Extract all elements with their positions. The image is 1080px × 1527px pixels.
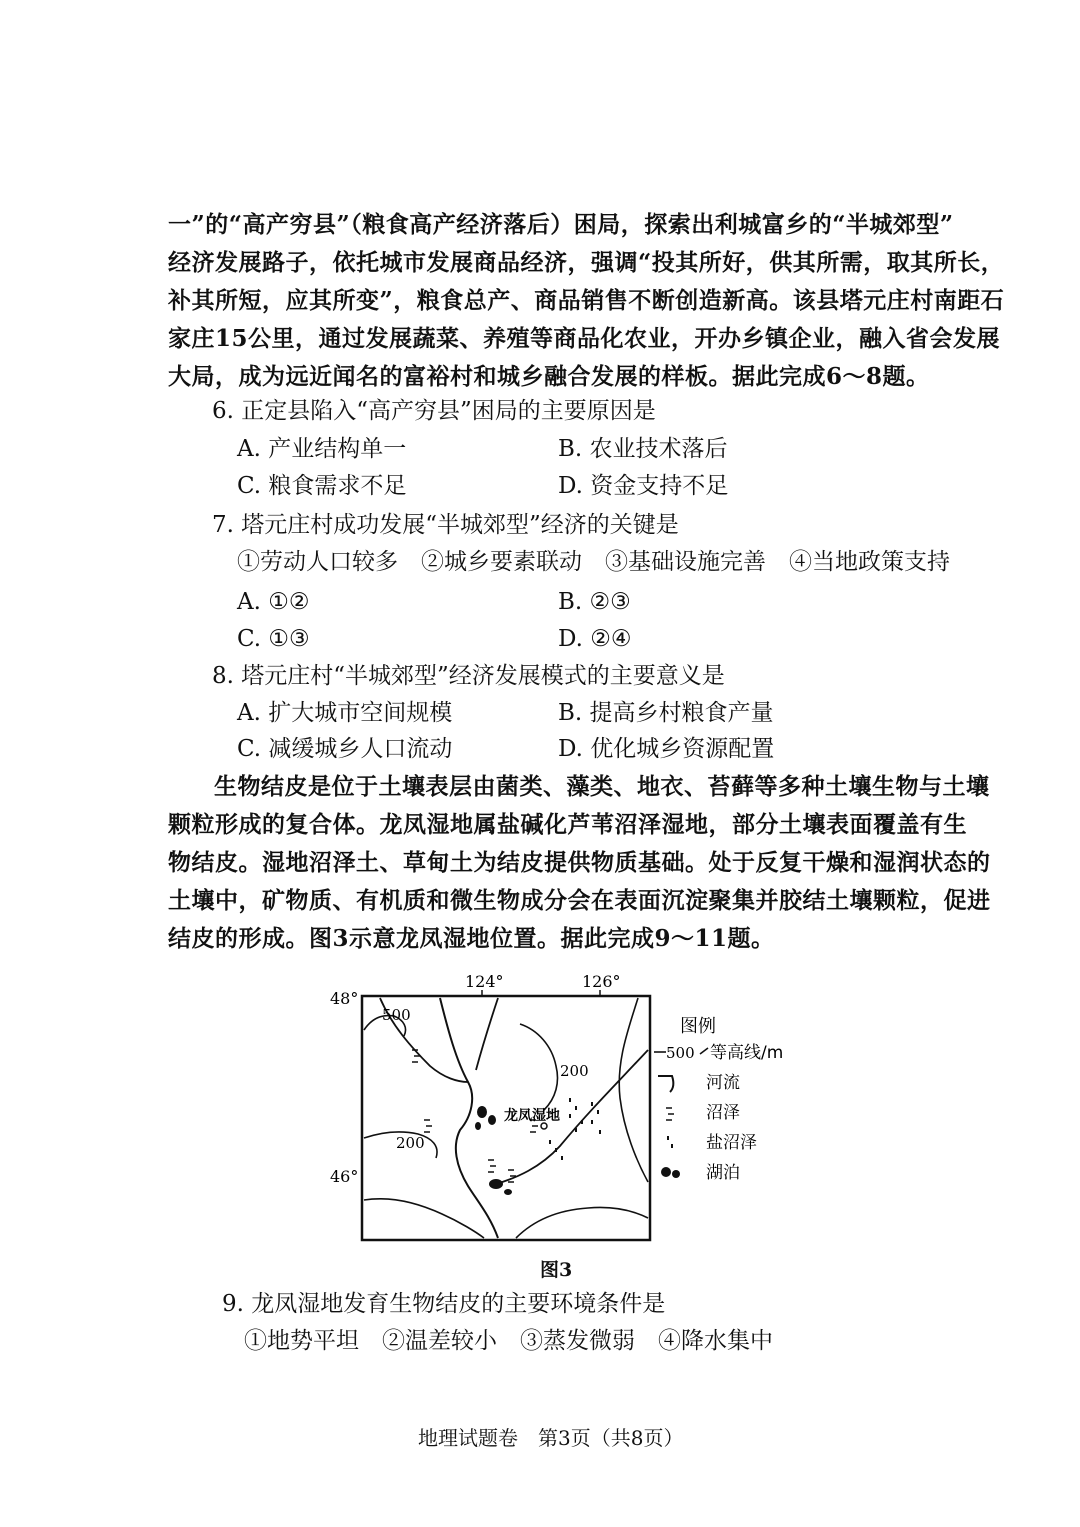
legend-marsh-symbol — [666, 1108, 674, 1120]
legend-river-label: 河流 — [706, 1073, 740, 1093]
question-8-option-c: C. 减缓城乡人口流动 — [237, 736, 453, 762]
question-8-option-b: B. 提高乡村粮食产量 — [558, 700, 774, 726]
intro2-line-4: 土壤中，矿物质、有机质和微生物成分会在表面沉淀聚集并胶结土壤颗粒，促进 — [168, 887, 991, 914]
question-7-option-d: D. ②④ — [558, 626, 632, 652]
lake — [504, 1189, 512, 1195]
question-6-option-d: D. 资金支持不足 — [558, 473, 729, 499]
page-footer: 地理试题卷 第3页（共8页） — [418, 1426, 684, 1450]
question-6-option-a: A. 产业结构单一 — [237, 436, 407, 462]
question-7-option-b: B. ②③ — [558, 589, 631, 615]
intro2-line-3: 物结皮。湿地沼泽土、草甸土为结皮提供物质基础。处于反复干燥和湿润状态的 — [168, 849, 991, 876]
question-8-stem: 8. 塔元庄村“半城郊型”经济发展模式的主要意义是 — [212, 663, 725, 689]
intro1-line-1: 一”的“高产穷县”（粮食高产经济落后）困局，探索出利城富乡的“半城郊型” — [168, 211, 954, 238]
intro1-line-4: 家庄15公里，通过发展蔬菜、养殖等商品化农业，开办乡镇企业，融入省会发展 — [168, 325, 1001, 352]
lake — [488, 1115, 496, 1125]
latitude-label-46: 46° — [330, 1167, 359, 1186]
question-9-stem: 9. 龙凤湿地发育生物结皮的主要环境条件是 — [222, 1291, 666, 1317]
lake — [489, 1179, 503, 1189]
question-8-option-d: D. 优化城乡资源配置 — [558, 736, 775, 762]
legend-lake-blob — [661, 1167, 671, 1177]
legend-contour-label: 等高线/m — [710, 1043, 784, 1063]
legend-lake-label: 湖泊 — [706, 1163, 740, 1183]
contour-label-500: 500 — [382, 1006, 411, 1024]
question-8-option-a: A. 扩大城市空间规模 — [237, 700, 453, 726]
figure-3-map — [320, 970, 800, 1252]
legend-lake-blob — [672, 1170, 680, 1178]
longitude-label-126: 126° — [582, 972, 621, 991]
question-6-option-c: C. 粮食需求不足 — [237, 473, 407, 499]
intro-paragraph-2 — [168, 768, 991, 958]
lake — [475, 1122, 481, 1130]
legend-salt-marsh-symbol — [668, 1136, 672, 1148]
question-9-items: ①地势平坦 ②温差较小 ③蒸发微弱 ④降水集中 — [244, 1328, 773, 1354]
intro2-line-1: 生物结皮是位于土壤表层由菌类、藻类、地衣、苔藓等多种土壤生物与土壤 — [214, 773, 990, 800]
question-7-option-c: C. ①③ — [237, 626, 310, 652]
legend-lake-symbol — [661, 1167, 680, 1178]
question-6-option-b: B. 农业技术落后 — [558, 436, 728, 462]
question-7-option-a: A. ①② — [237, 589, 310, 615]
legend-title: 图例 — [680, 1016, 716, 1037]
question-7-stem: 7. 塔元庄村成功发展“半城郊型”经济的关键是 — [212, 512, 679, 538]
figure-caption: 图3 — [540, 1259, 573, 1281]
intro1-line-2: 经济发展路子，依托城市发展商品经济，强调“投其所好，供其所需，取其所长， — [168, 249, 1005, 276]
legend-river-symbol — [658, 1076, 673, 1092]
latitude-label-48: 48° — [330, 989, 359, 1008]
contour-label-200-west: 200 — [396, 1134, 425, 1152]
wetland-label: 龙凤湿地 — [504, 1108, 560, 1124]
contour-label-200-east: 200 — [560, 1062, 589, 1080]
legend-contour-tick — [700, 1048, 708, 1054]
longitude-label-124: 124° — [465, 972, 504, 991]
question-7-items: ①劳动人口较多 ②城乡要素联动 ③基础设施完善 ④当地政策支持 — [237, 549, 950, 575]
intro2-line-5: 结皮的形成。图3示意龙凤湿地位置。据此完成9～11题。 — [168, 925, 775, 952]
lake — [477, 1106, 487, 1118]
legend-contour-value: 500 — [666, 1044, 695, 1062]
intro-paragraph-1 — [168, 206, 1005, 396]
legend-salt-marsh-label: 盐沼泽 — [706, 1133, 757, 1153]
intro1-line-5: 大局，成为远近闻名的富裕村和城乡融合发展的样板。据此完成6～8题。 — [168, 363, 930, 390]
intro1-line-3: 补其所短，应其所变”，粮食总产、商品销售不断创造新高。该县塔元庄村南距石 — [168, 287, 1005, 314]
legend-marsh-label: 沼泽 — [706, 1103, 740, 1123]
intro2-line-2: 颗粒形成的复合体。龙凤湿地属盐碱化芦苇沼泽湿地，部分土壤表面覆盖有生 — [168, 811, 967, 838]
question-6-stem: 6. 正定县陷入“高产穷县”困局的主要原因是 — [212, 398, 656, 424]
